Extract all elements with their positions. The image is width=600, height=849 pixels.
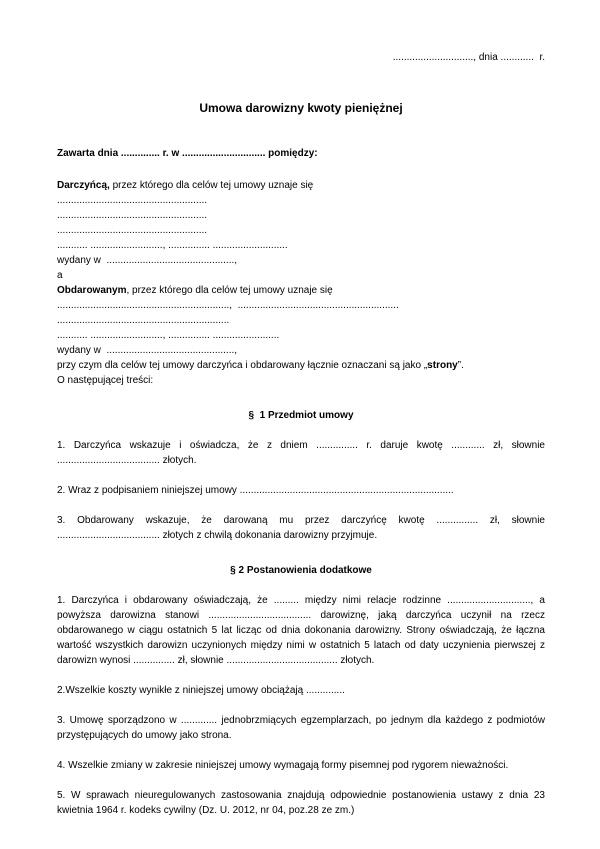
joint-clause-text: przy czym dla celów tej umowy darczyńca i obdarowany łącznie oznaczani są jako „ [57, 360, 428, 371]
donee-label: Obdarowanym [57, 285, 127, 296]
donee-intro-text: , przez którego dla celów tej umowy uznaje się [126, 285, 333, 296]
section-2-paragraph: 5. W sprawach nieuregulowanych zastosowania znajdują odpowiednie postanowienia ustawy z dnia 23 kwietnia 1964 r. kodeks cywilny (Dz. U. 2012, nr 04, poz.28 ze zm.) [57, 790, 545, 816]
section-1-paragraph: 3. Obdarowany wskazuje, że darowaną mu przez darczyńcę kwotę ............... zł, słownie ..................................... złotych z chwilą dokonania darowizny przyjmuje. [57, 515, 545, 541]
donor-blank-line: ...................................................... [57, 225, 208, 236]
section-2-paragraph: 2.Wszelkie koszty wynikłe z niniejszej umowy obciążają .............. [57, 685, 345, 696]
place-and-date-line: ............................., dnia ............ r. [392, 52, 545, 63]
section-1-paragraph: 1. Darczyńca wskazuje i oświadcza, że z dniem ............... r. daruje kwotę ............ zł, słownie ..................................... złotych. [57, 440, 545, 466]
donor-id-blank-line: ........... .........................., ............... ........................... [57, 240, 288, 251]
section-2-paragraph: 1. Darczyńca i obdarowany oświadczają, że ......... między nimi relacje rodzinne .............................., a powyższa darowizna stanowi ..................................... darowiznę, jaką darczyńca uczynił na rzecz obdarowanego w ciągu ostatnich 5 lat licząc od dnia dokonania darowizny. Strony oświadczają, że łączna wartość wszystkich darowizn uczynionych między nimi w ostatnich 5 latach od daty uczynienia pierwszej z darowizn wynosi ............... zł, słownie ........................................ złotych. [57, 595, 545, 666]
document-title: Umowa darowizny kwoty pieniężnej [199, 101, 403, 115]
joint-designation-line [57, 358, 545, 373]
section-2 [57, 563, 545, 818]
donor-blank-line: ...................................................... [57, 195, 208, 206]
opening-line: Zawarta dnia .............. r. w .............................. pomiędzy: [57, 148, 318, 159]
section-2-heading: § 2 Postanowienia dodatkowe [230, 565, 372, 576]
donee-intro-line [57, 283, 545, 298]
donor-intro-text: przez którego dla celów tej umowy uznaje się [109, 180, 314, 191]
donee-blank-line: .............................................................. [57, 315, 230, 326]
donor-label: Darczyńcą, [57, 180, 110, 191]
section-1 [57, 408, 545, 543]
donee-issued-line: wydany w .............................................., [57, 345, 238, 356]
joint-clause-closing: ”. [457, 360, 464, 371]
donor-intro-line [57, 178, 545, 193]
donor-blank-line: ...................................................... [57, 210, 208, 221]
content-intro-line: O następującej treści: [57, 375, 154, 386]
section-2-paragraph: 4. Wszelkie zmiany w zakresie niniejszej umowy wymagają formy pisemnej pod rygorem nieważności. [57, 760, 509, 771]
section-1-paragraph: 2. Wraz z podpisaniem niniejszej umowy ............................................................................. [57, 485, 454, 496]
parties-block [57, 178, 545, 388]
section-2-paragraph: 3. Umowę sporządzono w ............. jednobrzmiących egzemplarzach, po jednym dla każdego z podmiotów przystępujących do umowy jako strona. [57, 715, 545, 741]
joint-clause-strony: strony [427, 360, 458, 371]
donor-issued-line: wydany w .............................................., [57, 255, 238, 266]
section-1-heading: § 1 Przedmiot umowy [248, 410, 354, 421]
donee-blank-line: .............................................................., .......................................................... [57, 300, 399, 311]
conjunction-line: a [57, 270, 63, 281]
donee-id-blank-line: ........... .........................., ............... ........................ [57, 330, 280, 341]
